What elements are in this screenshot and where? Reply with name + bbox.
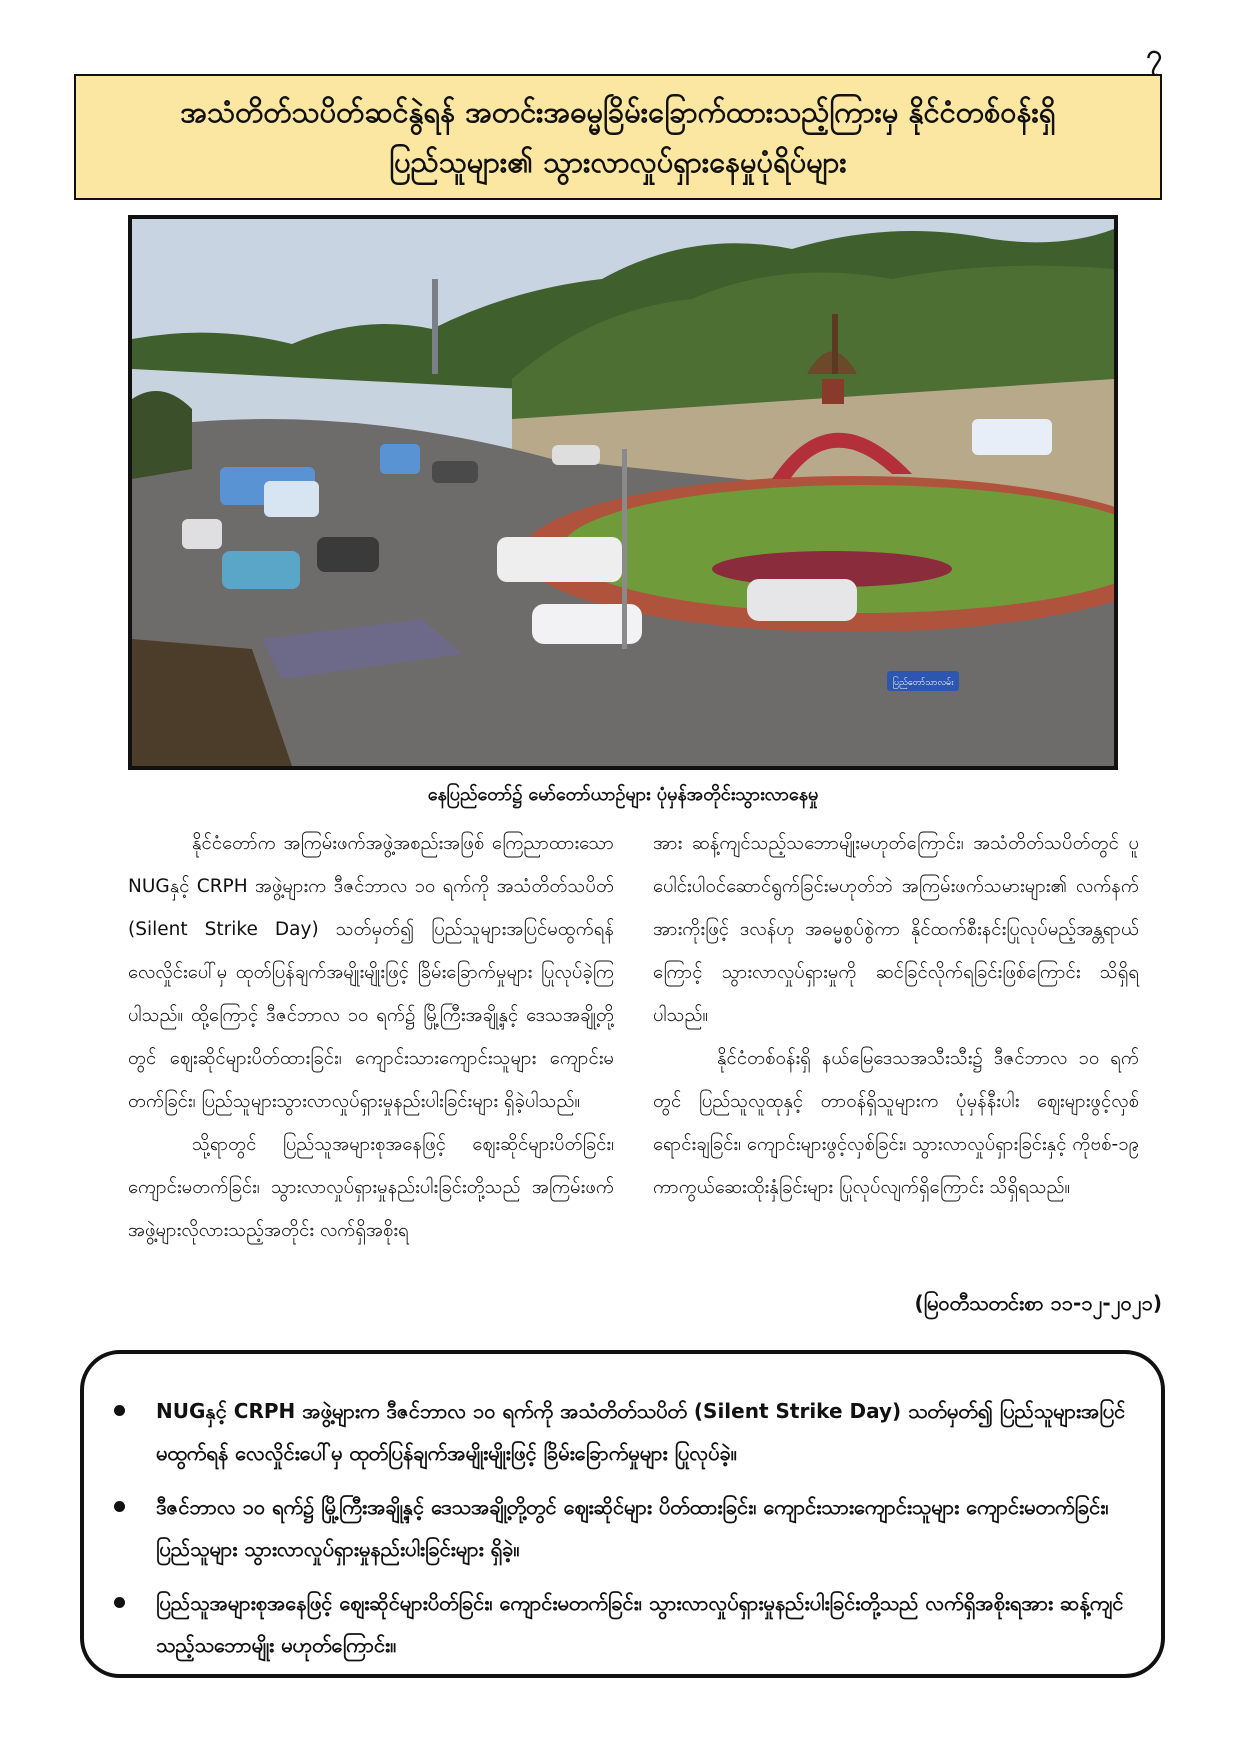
summary-item-text: NUGနှင့် CRPH အဖွဲ့များက ဒီဇင်ဘာလ ၁၀ ရက်ကို အသံတိတ်သပိတ် (Silent Strike Day) သတ်မှတ်၍ ပြည်သူများအပြင်မထွက်ရန် လေလှိုင်းပေါ်မှ ထုတ်ပြန်ချက်အမျိုးမျိုးဖြင့် ခြိမ်းခြောက်မှုများ ပြုလုပ်ခဲ့။ bbox=[156, 1399, 1126, 1465]
bullet-icon bbox=[114, 1597, 125, 1608]
headline-box bbox=[74, 74, 1162, 200]
street-sign-text: ပြည်တော်သာလမ်း bbox=[892, 678, 954, 688]
roundabout-photo-illustration bbox=[132, 219, 1114, 766]
summary-item-text: ဒီဇင်ဘာလ ၁၀ ရက်၌ မြို့ကြီးအချို့နှင့် ဒေသအချို့တို့တွင် ဈေးဆိုင်များ ပိတ်ထားခြင်း၊ ကျောင်းသားကျောင်းသူများ ကျောင်းမတက်ခြင်း၊ ပြည်သူများ သွားလာလှုပ်ရှားမှုနည်းပါးခြင်းများ ရှိခဲ့။ bbox=[156, 1495, 1109, 1561]
summary-list bbox=[114, 1390, 1127, 1666]
headline-line-2: ပြည်သူများ၏ သွားလာလှုပ်ရှားနေမှုပုံရိပ်များ bbox=[389, 145, 847, 179]
article-column-left bbox=[128, 822, 614, 1252]
page-number: ၇ bbox=[1146, 38, 1162, 71]
article-body bbox=[128, 822, 1163, 1322]
article-paragraph: နိုင်ငံတစ်ဝန်းရှိ နယ်မြေဒေသအသီးသီး၌ ဒီဇင်ဘာလ ၁၀ ရက်တွင် ပြည်သူလူထုနှင့် တာဝန်ရှိသူများက ပုံမှန်နီးပါး ဈေးများဖွင့်လှစ်ရောင်းချခြင်း၊ ကျောင်းများဖွင့်လှစ်ခြင်း၊ သွားလာလှုပ်ရှားခြင်းနှင့် ကိုဗစ်-၁၉ ကာကွယ်ဆေးထိုးနှံခြင်းများ ပြုလုပ်လျက်ရှိကြောင်း သိရှိရသည်။ bbox=[653, 1048, 1139, 1198]
summary-item-text: ပြည်သူအများစုအနေဖြင့် ဈေးဆိုင်များပိတ်ခြင်း၊ ကျောင်းမတက်ခြင်း၊ သွားလာလှုပ်ရှားမှုနည်းပါးခြင်းတို့သည် လက်ရှိအစိုးရအား ဆန့်ကျင်သည့်သဘောမျိုး မဟုတ်ကြောင်း။ bbox=[156, 1591, 1124, 1657]
headline-line-1: အသံတိတ်သပိတ်ဆင်နွဲရန် အတင်းအဓမ္မခြိမ်းခြောက်ထားသည့်ကြားမှ နိုင်ငံတစ်ဝန်းရှိ bbox=[180, 95, 1056, 129]
article-paragraph: အား ဆန့်ကျင်သည့်သဘောမျိုးမဟုတ်ကြောင်း၊ အသံတိတ်သပိတ်တွင် ပူပေါင်းပါဝင်ဆောင်ရွက်ခြင်းမဟုတ်ဘဲ အကြမ်းဖက်သမားများ၏ လက်နက်အားကိုးဖြင့် ဒလန်ဟု အဓမ္မစွပ်စွဲကာ နိုင်ထက်စီးနင်းပြုလုပ်မည့်အန္တရာယ်ကြောင့် သွားလာလှုပ်ရှားမှုကို ဆင်ခြင်လိုက်ရခြင်းဖြစ်ကြောင်း သိရှိရပါသည်။ bbox=[653, 833, 1139, 1026]
source-citation: (မြဝတီသတင်းစာ ၁၁-၁၂-၂၀၂၁) bbox=[914, 1291, 1162, 1315]
summary-item bbox=[114, 1390, 1127, 1474]
article-paragraph: သို့ရာတွင် ပြည်သူအများစုအနေဖြင့် ဈေးဆိုင်များပိတ်ခြင်း၊ ကျောင်းမတက်ခြင်း၊ သွားလာလှုပ်ရှားမှုနည်းပါးခြင်းတို့သည် အကြမ်းဖက်အဖွဲ့များလိုလားသည့်အတိုင်း လက်ရှိအစိုးရ bbox=[128, 1134, 614, 1241]
photo-caption: နေပြည်တော်၌ မော်တော်ယာဉ်များ ပုံမှန်အတိုင်းသွားလာနေမှု bbox=[427, 784, 819, 805]
bullet-icon bbox=[114, 1405, 125, 1416]
article-paragraph: နိုင်ငံတော်က အကြမ်းဖက်အဖွဲ့အစည်းအဖြစ် ကြေညာထားသော NUGနှင့် CRPH အဖွဲ့များက ဒီဇင်ဘာလ ၁၀ ရက်ကို အသံတိတ်သပိတ် (Silent Strike Day) သတ်မှတ်၍ ပြည်သူများအပြင်မထွက်ရန် လေလှိုင်းပေါ်မှ ထုတ်ပြန်ချက်အမျိုးမျိုးဖြင့် ခြိမ်းခြောက်မှုများ ပြုလုပ်ခဲ့ကြပါသည်။ ထို့ကြောင့် ဒီဇင်ဘာလ ၁၀ ရက်၌ မြို့ကြီးအချို့နှင့် ဒေသအချို့တို့တွင် ဈေးဆိုင်များပိတ်ထားခြင်း၊ ကျောင်းသားကျောင်းသူများ ကျောင်းမတက်ခြင်း၊ ပြည်သူများသွားလာလှုပ်ရှားမှုနည်းပါးခြင်းများ ရှိခဲ့ပါသည်။ bbox=[128, 833, 614, 1112]
summary-box bbox=[80, 1350, 1165, 1678]
bullet-icon bbox=[114, 1501, 125, 1512]
article-column-right bbox=[653, 822, 1139, 1209]
news-photo bbox=[128, 215, 1118, 770]
summary-item bbox=[114, 1486, 1127, 1570]
summary-item bbox=[114, 1582, 1127, 1666]
